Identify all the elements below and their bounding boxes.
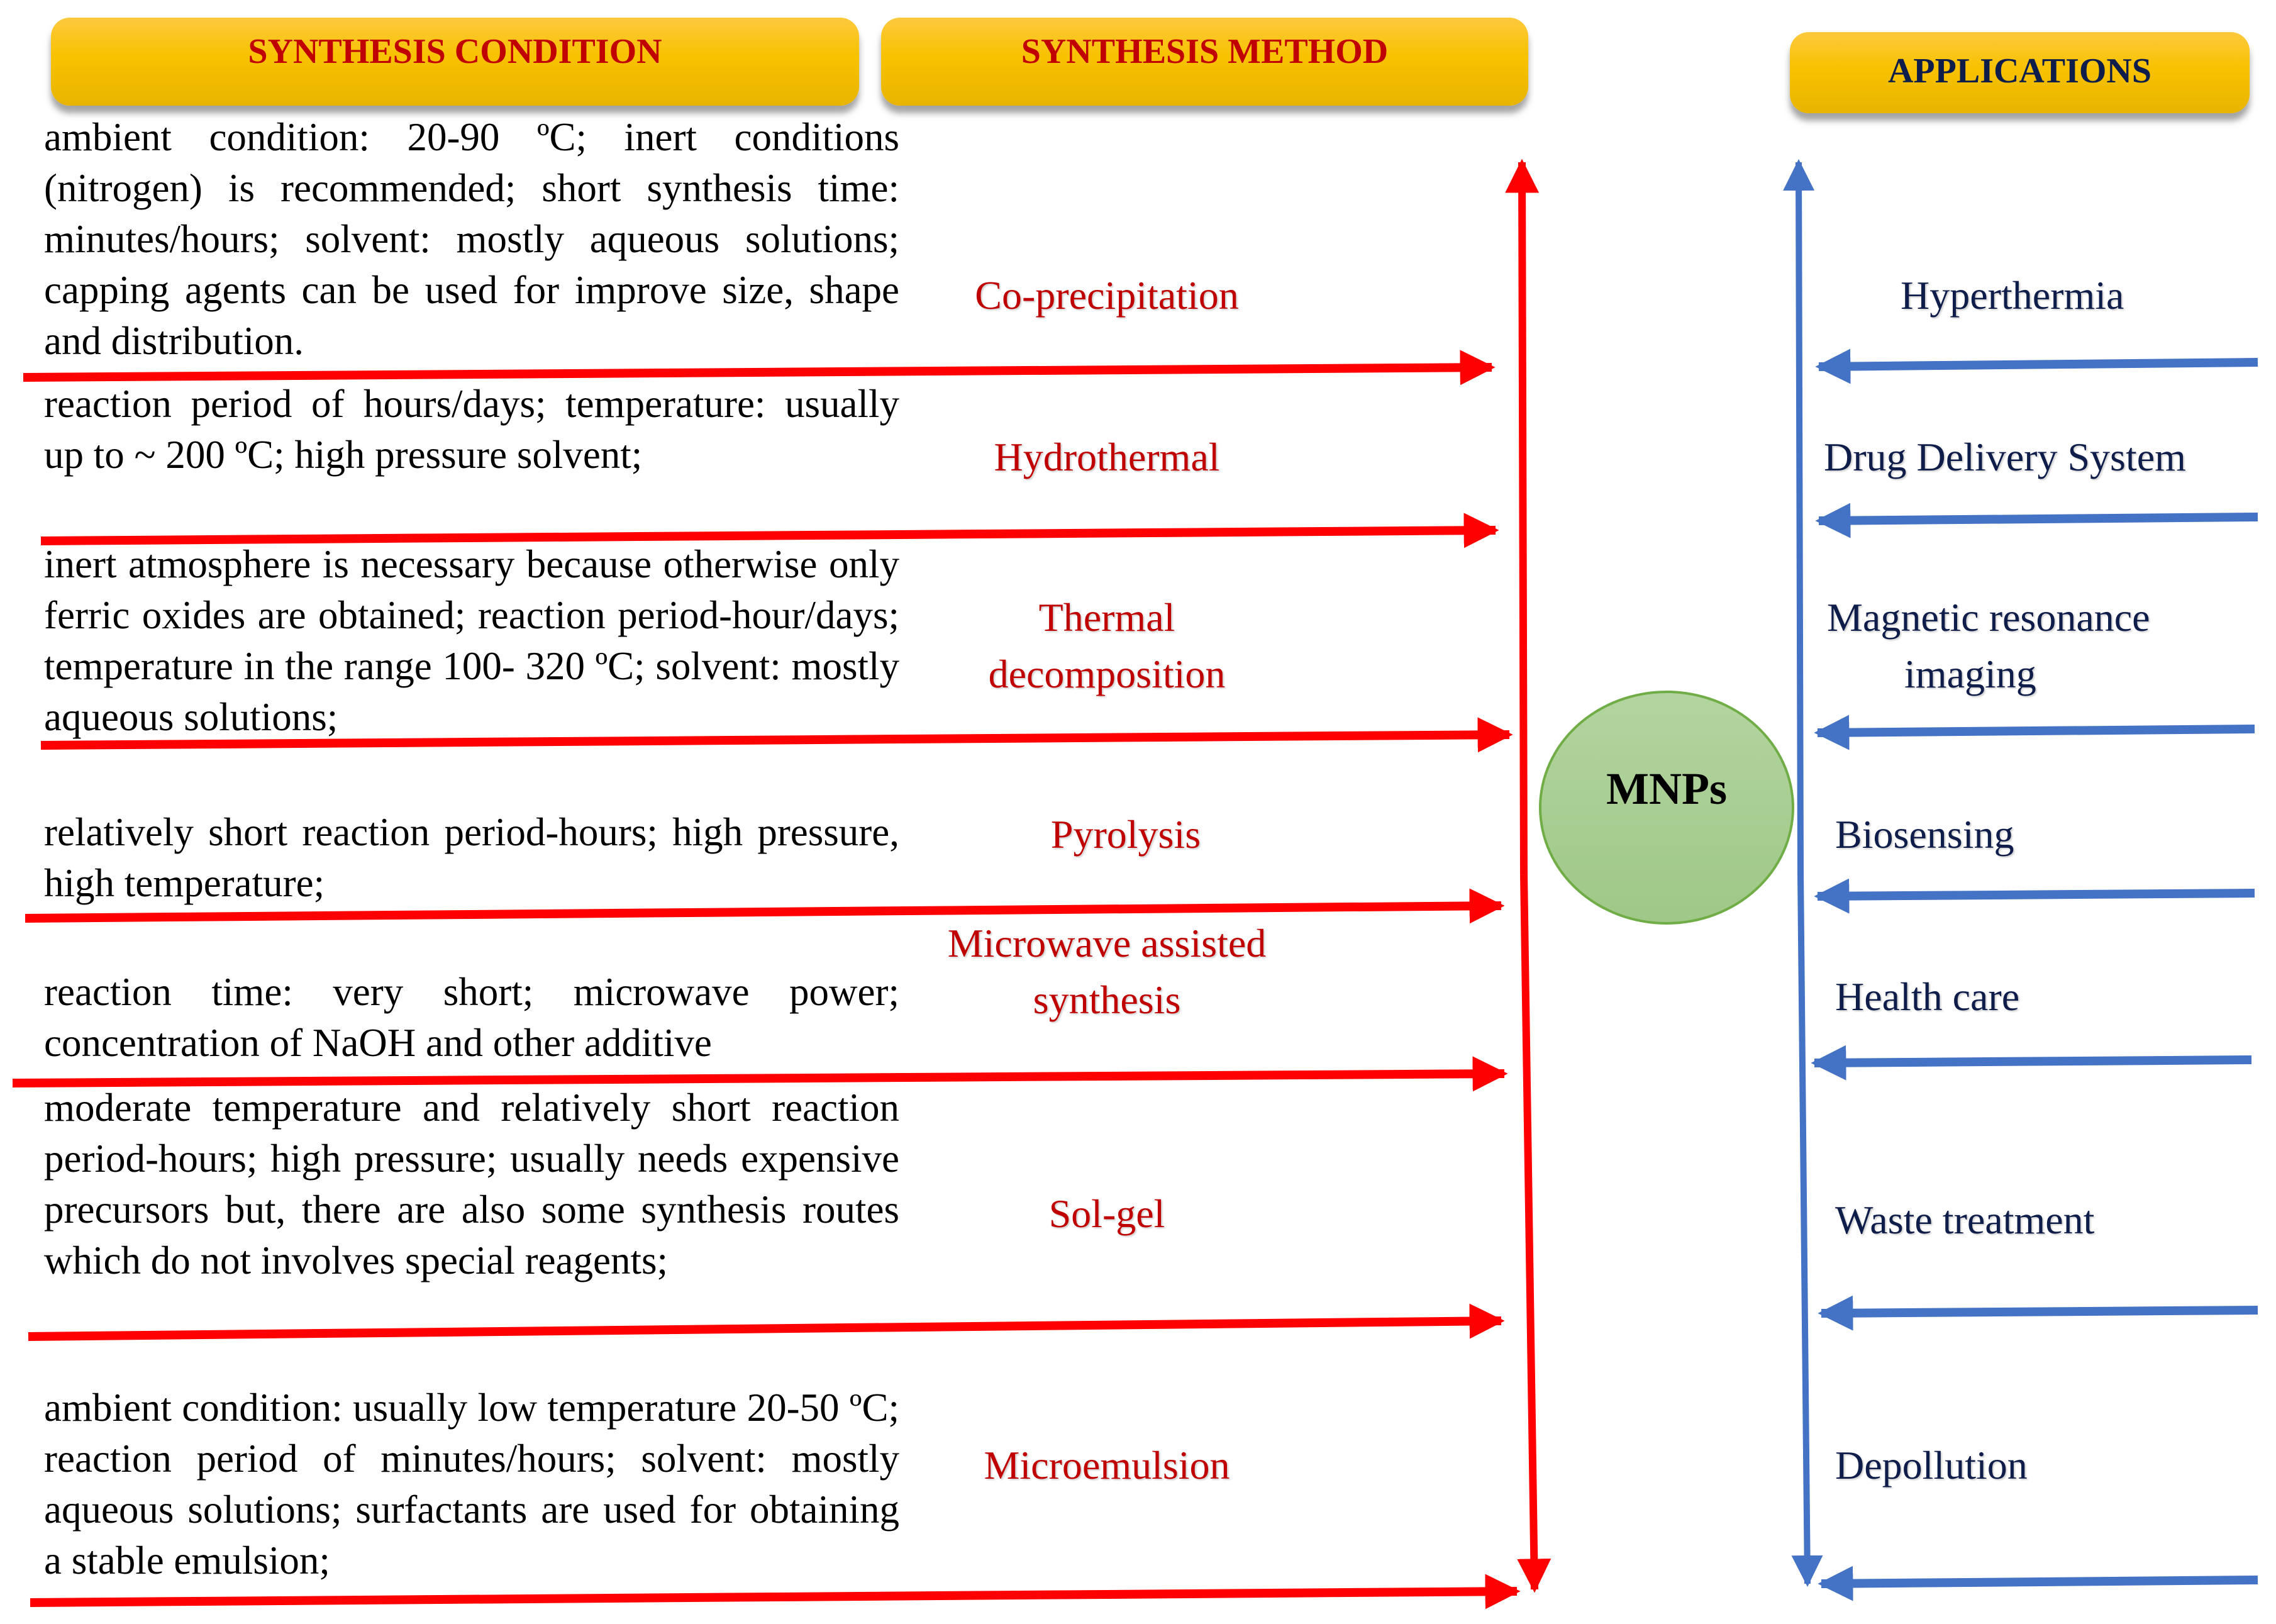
condition-text-thermal-decomposition: inert atmosphere is necessary because otherwise only ferric oxides are obtained; reaction period-hour/days; temperature in the range 100- 320 ºC; solvent: mostly aqueous solutions; xyxy=(44,542,899,739)
app-arrow-1 xyxy=(1819,362,2258,367)
mnps-label: MNPs xyxy=(1606,763,1727,814)
condition-text-sol-gel: moderate temperature and relatively short reaction period-hours; high pressure; usually needs expensive precursors but, there are also some synthesis routes which do not involves special reagents; xyxy=(44,1086,899,1282)
method-microwave-assisted xyxy=(906,915,1308,1028)
method-sol-gel: Sol-gel xyxy=(1048,1191,1165,1236)
method-thermal-line1: Thermal xyxy=(1038,595,1175,640)
app-arrow-5 xyxy=(1814,1060,2251,1063)
row-arrow-6 xyxy=(28,1321,1501,1337)
synthesis-condition-header-label: SYNTHESIS CONDITION xyxy=(248,32,662,71)
synthesis-condition-header xyxy=(51,18,859,106)
method-microwave-line1: Microwave assisted xyxy=(947,921,1267,965)
app-arrow-7 xyxy=(1821,1580,2258,1584)
app-magnetic-resonance-imaging xyxy=(1827,589,2150,703)
app-health-care: Health care xyxy=(1835,974,2020,1019)
app-drug-delivery-system: Drug Delivery System xyxy=(1824,435,2186,479)
app-arrow-4 xyxy=(1818,893,2255,896)
applications-header-label: APPLICATIONS xyxy=(1887,52,2151,91)
method-co-precipitation: Co-precipitation xyxy=(975,273,1239,318)
method-hydrothermal: Hydrothermal xyxy=(994,435,1220,479)
applications-header xyxy=(1790,32,2250,113)
app-arrow-3 xyxy=(1818,729,2255,733)
condition-text-co-precipitation: ambient condition: 20-90 ºC; inert conditions (nitrogen) is recommended; short synthesis time: minutes/hours; solvent: mostly aqueous solutions; capping agents can be used for improve size, shape and distribution. xyxy=(44,115,899,363)
app-waste-treatment: Waste treatment xyxy=(1835,1198,2095,1242)
condition-text-microwave: reaction time: very short; microwave power; concentration of NaOH and other additive xyxy=(44,970,899,1065)
app-biosensing: Biosensing xyxy=(1835,812,2014,857)
red-vertical-double-arrow xyxy=(1522,162,1535,1589)
blue-vertical-double-arrow xyxy=(1799,162,1807,1584)
row-arrow-5 xyxy=(13,1074,1504,1083)
condition-text-hydrothermal: reaction period of hours/days; temperature: usually up to ~ 200 ºC; high pressure solvent; xyxy=(44,382,899,477)
method-thermal-line2: decomposition xyxy=(988,652,1226,696)
method-pyrolysis: Pyrolysis xyxy=(1050,812,1201,857)
app-arrow-2 xyxy=(1819,517,2258,521)
synthesis-method-header xyxy=(881,18,1528,106)
condition-text-pyrolysis: relatively short reaction period-hours; high pressure, high temperature; xyxy=(44,810,899,905)
condition-text-microemulsion: ambient condition: usually low temperature 20-50 ºC; reaction period of minutes/hours; solvent: mostly aqueous solutions; surfactants are used for obtaining a stable emulsion; xyxy=(44,1386,899,1582)
method-microemulsion: Microemulsion xyxy=(984,1443,1230,1488)
app-depollution: Depollution xyxy=(1835,1443,2028,1488)
method-thermal-decomposition xyxy=(906,589,1308,703)
app-mri-line2: imaging xyxy=(1904,652,2036,696)
synthesis-method-header-label: SYNTHESIS METHOD xyxy=(1021,32,1389,71)
method-microwave-line2: synthesis xyxy=(1033,977,1181,1022)
app-arrow-6 xyxy=(1821,1310,2258,1313)
app-mri-line1: Magnetic resonance xyxy=(1827,595,2150,640)
row-arrow-7 xyxy=(30,1591,1517,1603)
mnps-circle xyxy=(1539,691,1794,925)
row-arrow-1 xyxy=(23,367,1492,377)
app-hyperthermia: Hyperthermia xyxy=(1901,273,2124,318)
